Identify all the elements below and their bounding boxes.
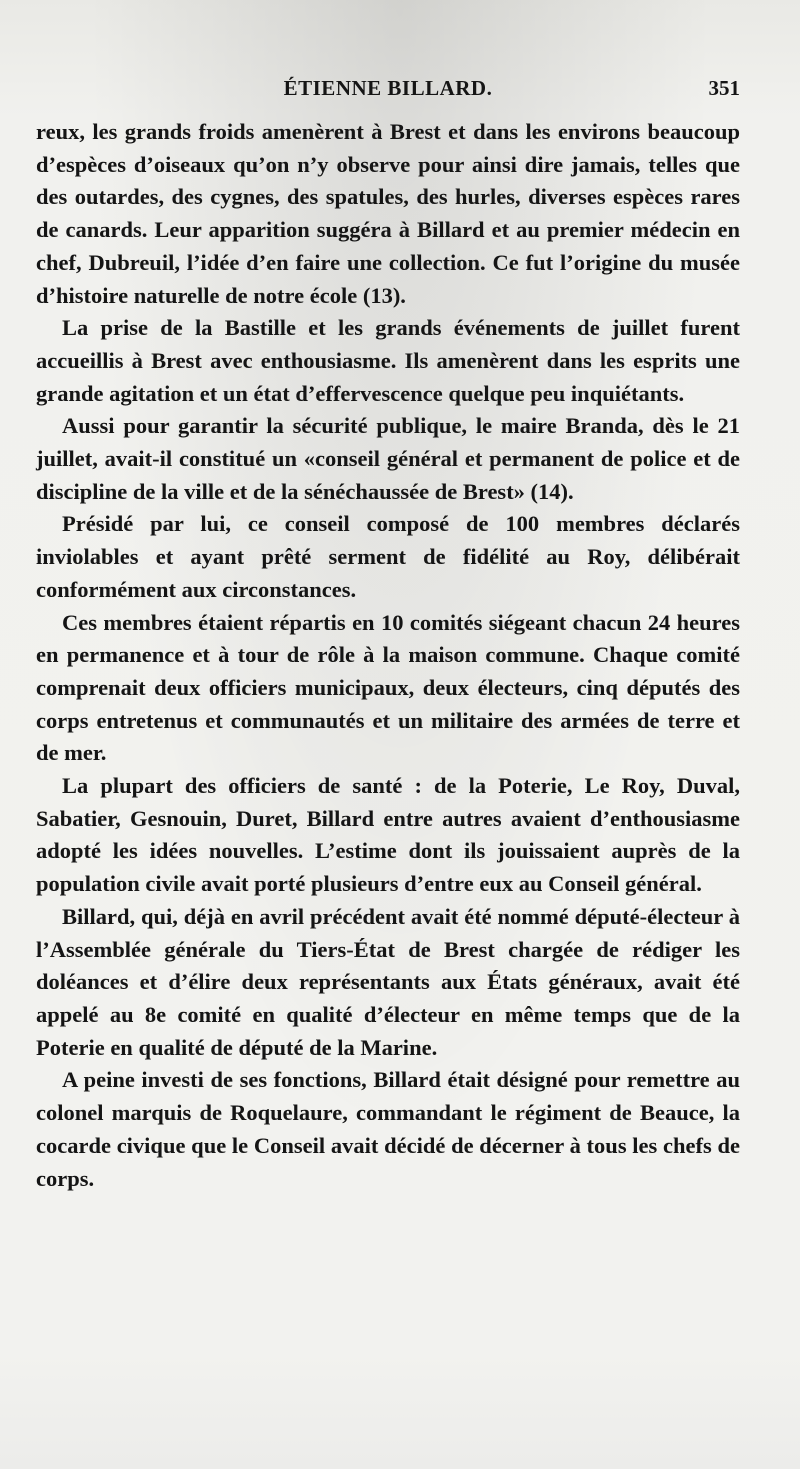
paragraph-4: Présidé par lui, ce conseil composé de 100 membres déclarés inviolables et ayant prêté serment de fidélité au Roy, délibérait conformément aux circonstances. — [36, 511, 740, 602]
paragraph-6: La plupart des officiers de santé : de la Poterie, Le Roy, Duval, Sabatier, Gesnouin, Duret, Billard entre autres avaient d’enthousiasme adopté les idées nouvelles. L’estime dont ils jouissaient auprès de la population civile avait porté plusieurs d’entre eux au Conseil général. — [36, 773, 740, 897]
paragraph-2: La prise de la Bastille et les grands événements de juillet furent accueillis à Brest avec enthousiasme. Ils amenèrent dans les esprits une grande agitation et un état d’effervescence quelque peu inquiétants. — [36, 315, 740, 406]
paragraph-3: Aussi pour garantir la sécurité publique, le maire Branda, dès le 21 juillet, avait-il constitué un «conseil général et permanent de police et de discipline de la ville et de la sénéchaussée de Brest» (14). — [36, 413, 740, 504]
paragraph-1: reux, les grands froids amenèrent à Brest et dans les environs beaucoup d’espèces d’oiseaux qu’on n’y observe pour ainsi dire jamais, telles que des outardes, des cygnes, des spatules, des hurles, diverses espèces rares de canards. Leur apparition suggéra à Billard et au premier médecin en chef, Dubreuil, l’idée d’en faire une collection. Ce fut l’origine du musée d’histoire naturelle de notre école (13). — [36, 119, 740, 308]
running-head: ÉTIENNE BILLARD. — [283, 76, 493, 100]
body-text — [36, 116, 740, 1195]
paragraph-5: Ces membres étaient répartis en 10 comités siégeant chacun 24 heures en permanence et à tour de rôle à la maison commune. Chaque comité comprenait deux officiers municipaux, deux électeurs, cinq députés des corps entretenus et communautés et un militaire des armées de terre et de mer. — [36, 609, 740, 766]
paragraph-8: A peine investi de ses fonctions, Billard était désigné pour remettre au colonel marquis de Roquelaure, commandant le régiment de Beauce, la cocarde civique que le Conseil avait décidé de décerner à tous les chefs de corps. — [36, 1067, 740, 1191]
page-number: 351 — [708, 76, 740, 100]
page-header — [36, 74, 740, 110]
paragraph-7: Billard, qui, déjà en avril précédent avait été nommé député-électeur à l’Assemblée générale du Tiers-État de Brest chargée de rédiger les doléances et d’élire deux représentants aux États généraux, avait été appelé au 8e comité en qualité d’électeur en même temps que de la Poterie en qualité de député de la Marine. — [36, 903, 740, 1060]
